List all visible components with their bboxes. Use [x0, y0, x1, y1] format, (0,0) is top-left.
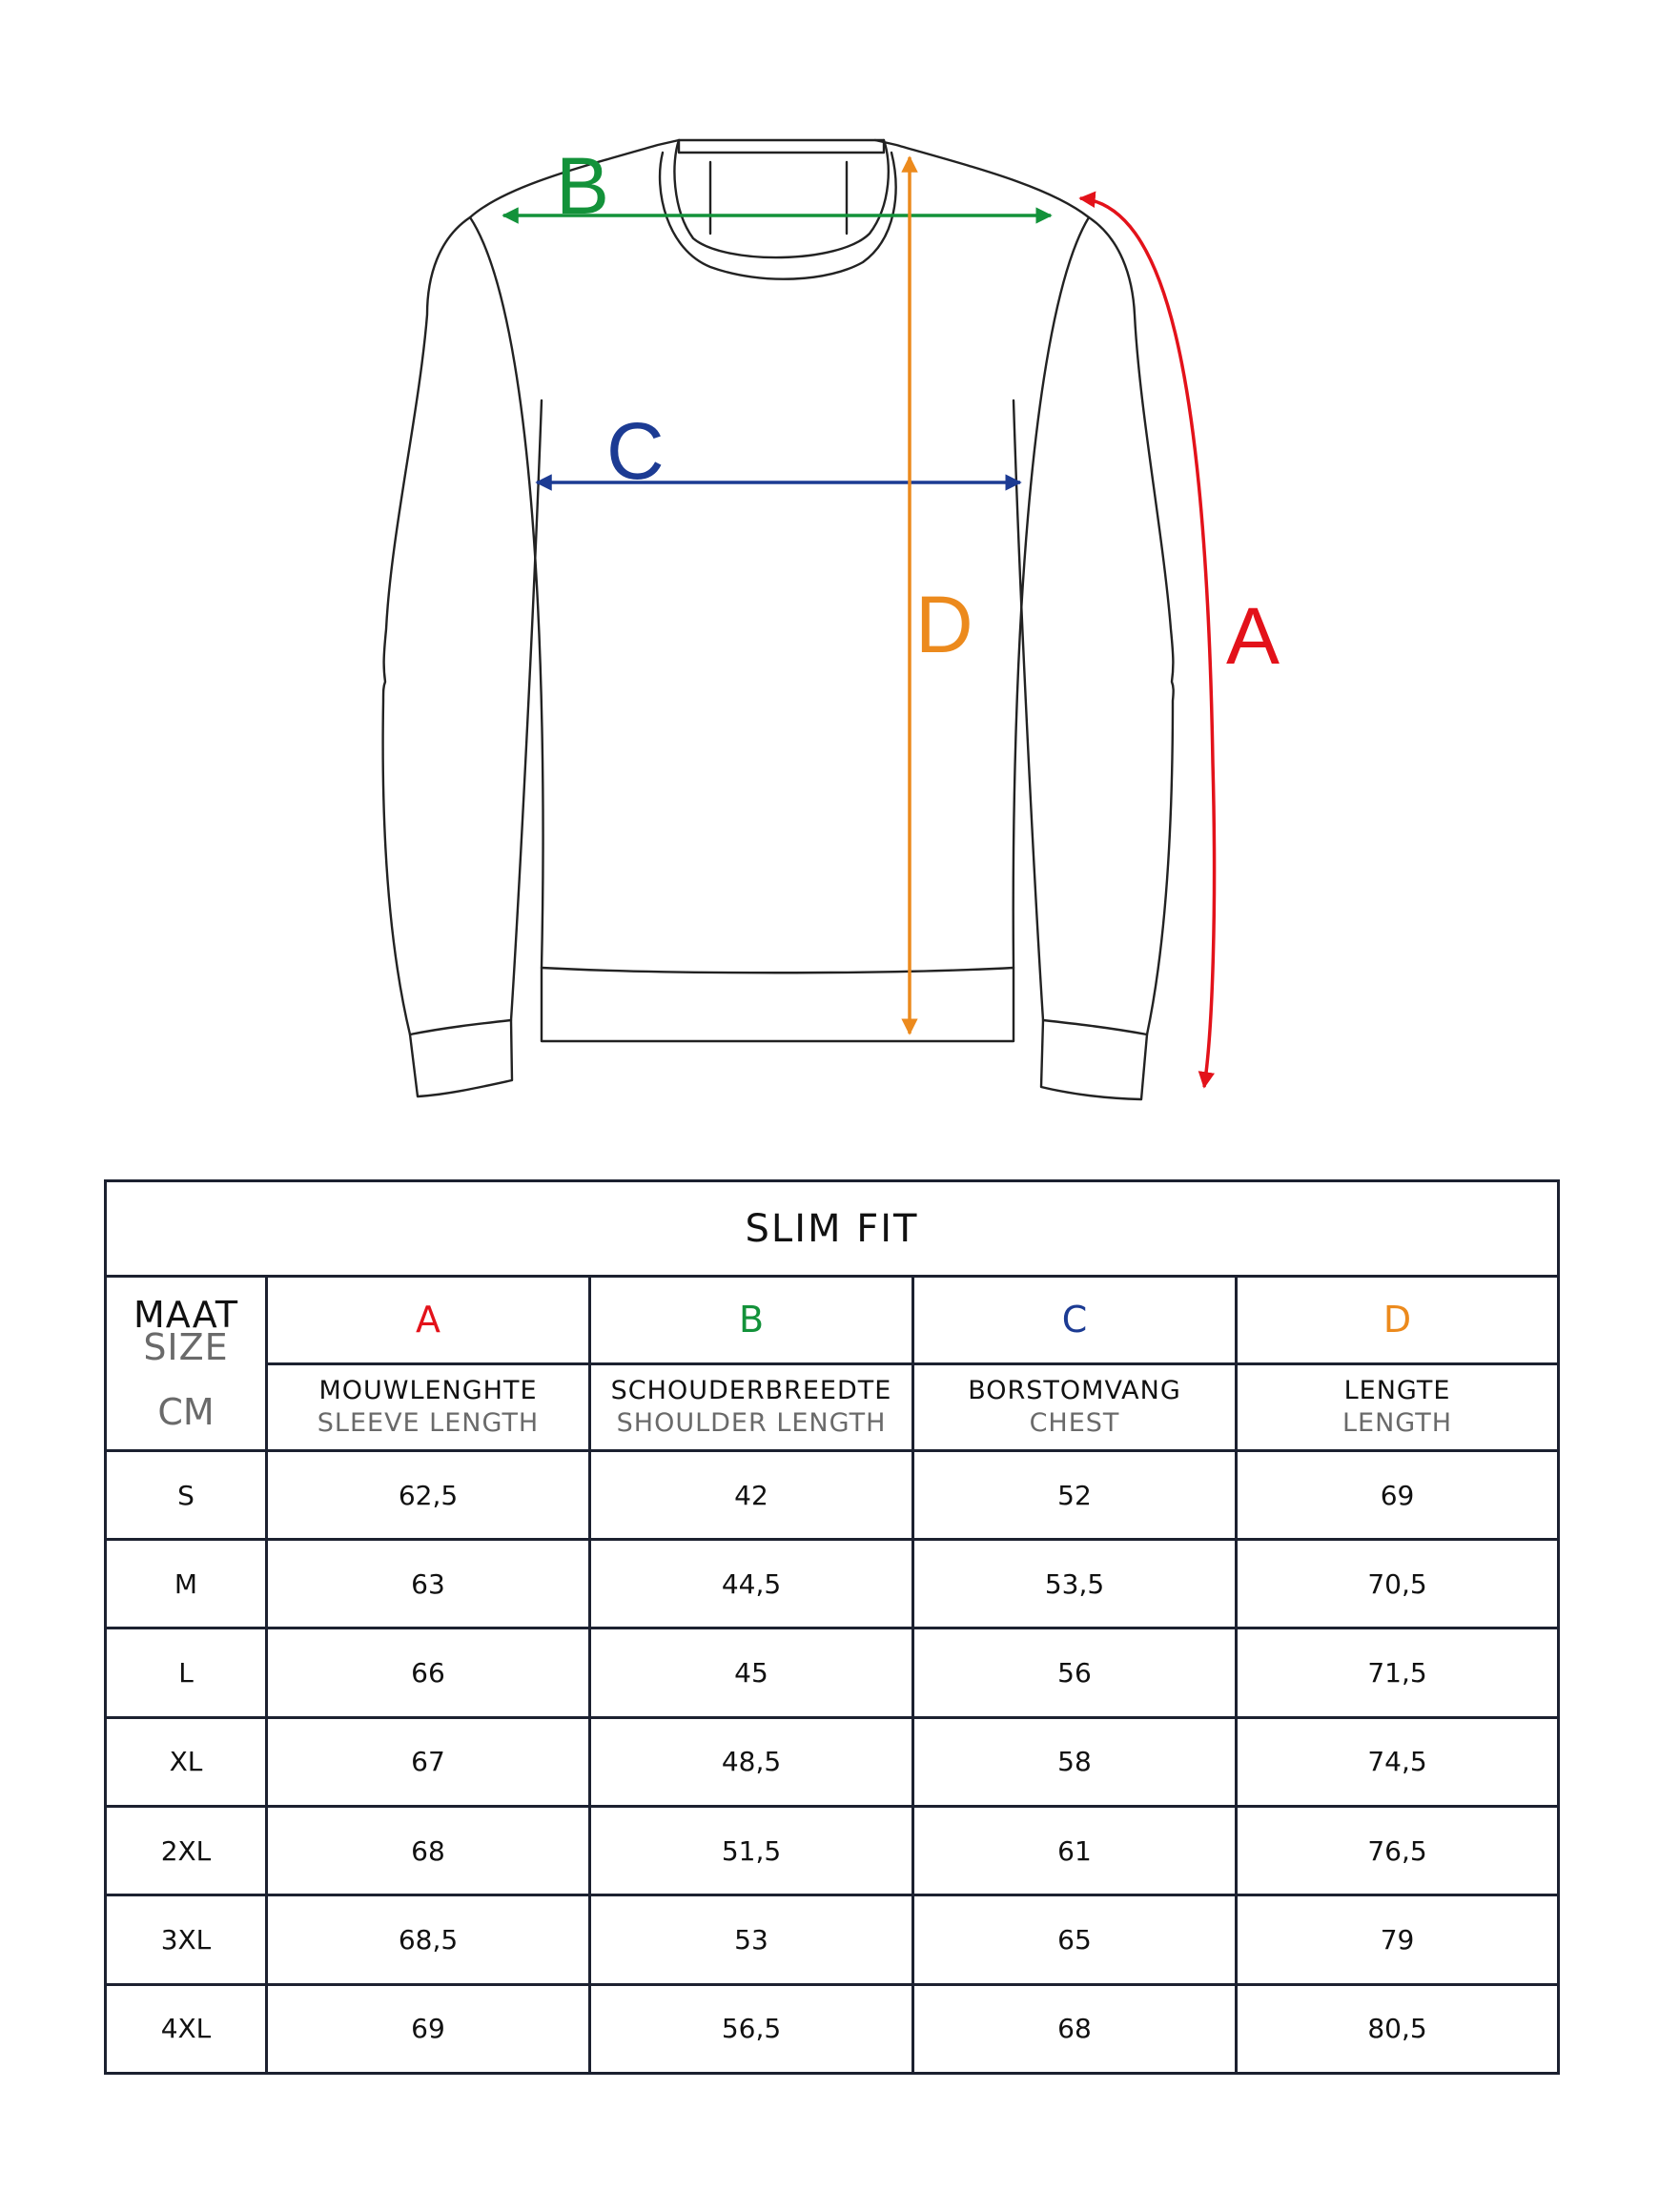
shoulder-cell: 45 — [590, 1628, 913, 1717]
length-cell: 70,5 — [1237, 1540, 1559, 1628]
length-cell: 74,5 — [1237, 1717, 1559, 1806]
chest-cell: 53,5 — [913, 1540, 1237, 1628]
chest-cell: 58 — [913, 1717, 1237, 1806]
table-row — [106, 1895, 1559, 1984]
length-cell: 79 — [1237, 1895, 1559, 1984]
sleeve-arrow — [1080, 198, 1215, 1087]
sleeve-cell: 69 — [267, 1984, 590, 2073]
column-label-en: CHEST — [1029, 1407, 1120, 1438]
size-cell: S — [106, 1450, 267, 1539]
column-letter-a: A — [267, 1277, 590, 1363]
chest-cell: 68 — [913, 1984, 1237, 2073]
chest-cell: 52 — [913, 1450, 1237, 1539]
chest-cell: 56 — [913, 1628, 1237, 1717]
sleeve-cell: 68 — [267, 1807, 590, 1895]
size-header-en: SIZE — [143, 1326, 229, 1369]
column-label-en: LENGTH — [1342, 1407, 1453, 1438]
shoulder-cell: 56,5 — [590, 1984, 913, 2073]
column-letter-c: C — [913, 1277, 1237, 1363]
column-label-en: SLEEVE LENGTH — [317, 1407, 540, 1438]
column-label-c — [913, 1363, 1237, 1450]
column-label-a — [267, 1363, 590, 1450]
shoulder-cell: 51,5 — [590, 1807, 913, 1895]
sleeve-cell: 62,5 — [267, 1450, 590, 1539]
table-row — [106, 1807, 1559, 1895]
size-cell: L — [106, 1628, 267, 1717]
sleeve-cell: 63 — [267, 1540, 590, 1628]
chest-cell: 65 — [913, 1895, 1237, 1984]
size-cell: 4XL — [106, 1984, 267, 2073]
length-cell: 76,5 — [1237, 1807, 1559, 1895]
label-d: D — [915, 580, 973, 669]
table-title: SLIM FIT — [106, 1181, 1559, 1277]
label-c: C — [606, 406, 665, 496]
column-label-d — [1237, 1363, 1559, 1450]
shoulder-cell: 48,5 — [590, 1717, 913, 1806]
length-cell: 69 — [1237, 1450, 1559, 1539]
length-cell: 80,5 — [1237, 1984, 1559, 2073]
column-label-nl: BORSTOMVANG — [968, 1375, 1181, 1405]
column-label-b — [590, 1363, 913, 1450]
column-letter-d: D — [1237, 1277, 1559, 1363]
sleeve-cell: 68,5 — [267, 1895, 590, 1984]
table-row — [106, 1540, 1559, 1628]
table-row — [106, 1984, 1559, 2073]
unit-label: CM — [157, 1391, 215, 1434]
size-header — [106, 1277, 267, 1451]
size-cell: 3XL — [106, 1895, 267, 1984]
shoulder-cell: 53 — [590, 1895, 913, 1984]
table-row — [106, 1450, 1559, 1539]
sleeve-cell: 66 — [267, 1628, 590, 1717]
column-label-nl: MOUWLENGHTE — [318, 1375, 538, 1405]
label-row — [106, 1363, 1559, 1450]
sweater-outline — [383, 140, 1174, 1099]
shoulder-cell: 42 — [590, 1450, 913, 1539]
table-row — [106, 1717, 1559, 1806]
column-label-en: SHOULDER LENGTH — [616, 1407, 887, 1438]
letter-row — [106, 1277, 1559, 1363]
size-header-nl: MAAT — [133, 1294, 239, 1337]
column-label-nl: LENGTE — [1343, 1375, 1451, 1405]
chest-cell: 61 — [913, 1807, 1237, 1895]
column-letter-b: B — [590, 1277, 913, 1363]
label-a: A — [1226, 591, 1280, 681]
size-chart-table — [104, 1179, 1560, 2075]
shoulder-cell: 44,5 — [590, 1540, 913, 1628]
size-cell: 2XL — [106, 1807, 267, 1895]
length-cell: 71,5 — [1237, 1628, 1559, 1717]
title-row — [106, 1181, 1559, 1277]
label-b: B — [556, 141, 610, 231]
size-cell: M — [106, 1540, 267, 1628]
size-cell: XL — [106, 1717, 267, 1806]
column-label-nl: SCHOUDERBREEDTE — [610, 1375, 892, 1405]
sleeve-cell: 67 — [267, 1717, 590, 1806]
table-row — [106, 1628, 1559, 1717]
